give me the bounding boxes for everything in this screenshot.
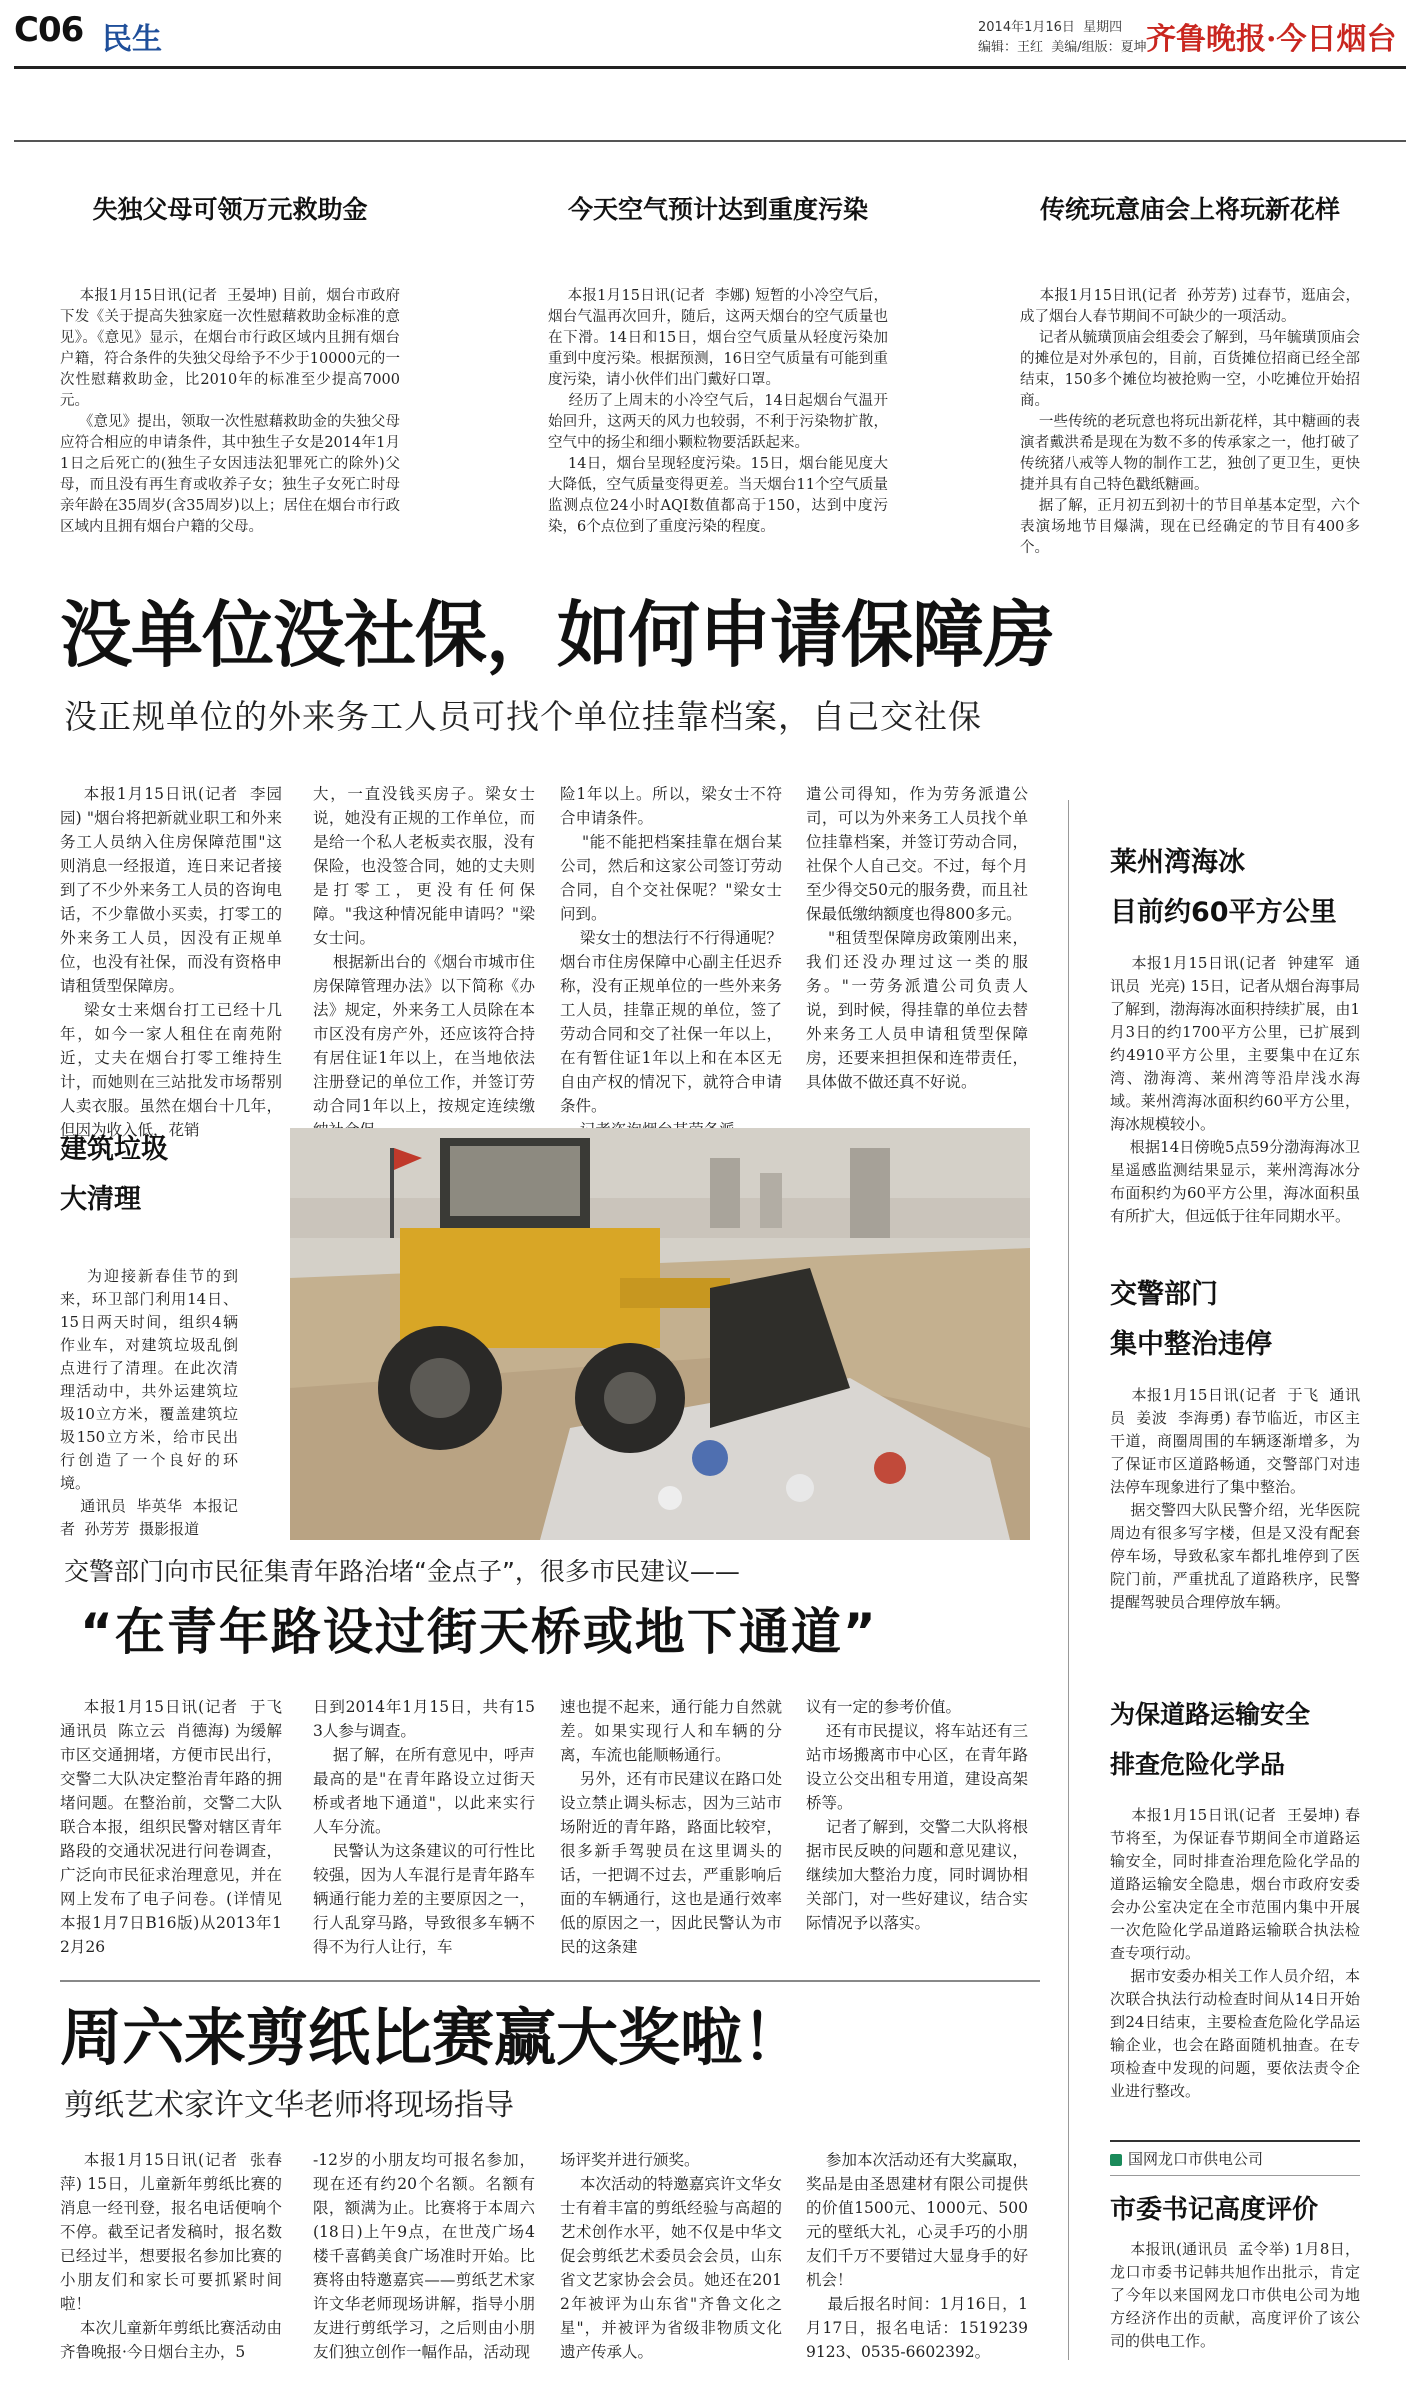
sidebar-story-3-title-line1: 为保道路运输安全: [1110, 1700, 1311, 1729]
top-story-1: [60, 190, 400, 538]
power-company-logo-icon: [1110, 2154, 1122, 2166]
top-story-3-title: 传统玩意庙会上将玩新花样: [1039, 195, 1340, 224]
third-column-1: 本报1月15日讯(记者 张春萍) 15日，儿童新年剪纸比赛的消息一经刊登，报名电话便响个不停。截至记者发稿时，报名数已经过半，想要报名参加比赛的小朋友们和家长可要抓紧时间啦！ 本次儿童新年剪纸比赛活动由齐鲁晚报·今日烟台主办，5: [60, 2151, 282, 2361]
date-line: 2014年1月16日 星期四: [978, 20, 1123, 35]
main-column-1: 本报1月15日讯(记者 李园园) "烟台将把新就业职工和外来务工人员纳入住房保障范围"这则消息一经报道，连日来记者接到了不少外来务工人员的咨询电话，不少靠做小买卖，打零工的外来务工人员，因没有正规单位，也没有社保，而没有资格申请租赁型保障房。 梁女士来烟台打工已经十几年，如今一家人租住在南苑附近，丈夫在烟台打零工维持生计，而她则在三站批发市场帮别人卖衣服。虽然在烟台十几年，但因为收入低，花销: [60, 785, 282, 1139]
main-column-2: 大，一直没钱买房子。梁女士说，她没有正规的工作单位，而是给一个私人老板卖衣服，没有保险，也没签合同，她的丈夫则是打零工，更没有任何保障。"我这种情况能申请吗？"梁女士问。 根据新出台的《烟台市城市住房保障管理办法》以下简称《办法》规定，外来务工人员除在本市区没有房产外，还应该符合持有居住证1年以上，在当地依法注册登记的单位工作，并签订劳动合同1年以上，按规定连续缴: [313, 785, 535, 1115]
section-name: 民生: [102, 22, 162, 57]
column-divider: [1068, 800, 1069, 2360]
sidebar-story-4-title: 市委书记高度评价: [1110, 2195, 1319, 2225]
third-column-2: -12岁的小朋友均可报名参加，现在还有约20个名额。名额有限，额满为止。比赛将于本周六(18日)上午9点，在世茂广场4楼千喜鹤美食广场准时开始。比赛将由特邀嘉宾——剪纸艺术家许文华老师现场讲解，指导小朋友进行剪纸学习，之后则由小朋友们独立创作一幅作品，活动现: [313, 2151, 535, 2361]
page-code: C06: [14, 10, 84, 50]
main-column-3: 险1年以上。所以，梁女士不符合申请条件。 "能不能把档案挂靠在烟台某公司，然后和这家公司签订劳动合同，自个交社保呢？"梁女士问到。 梁女士的想法行不行得通呢？烟台市住房保障中心副主任迟乔称，没有正规单位的一些外来务工人员，挂靠正规的单位，签了劳动合同和交了社保一年以上，在有暂住证1年以上和在本区无自由产权的情况下，就符合申请条件。: [560, 785, 782, 1115]
second-column-2: 日到2014年1月15日，共有153人参与调查。 据了解，在所有意见中，呼声最高的是"在青年路设立过街天桥或者地下通道"，以此来实行人车分流。 民警认为这条建议的可行性比较强，因为人车混行是青年路车辆通行能力差的主要原因之一，行人乱穿马路，导致很多车辆不得不为行人让行，车: [313, 1698, 535, 1956]
second-column-4: 议有一定的参考价值。 还有市民提议，将车站还有三站市场搬离市中心区，在青年路设立公交出租专用道，建设高架桥等。 记者了解到，交警二大队将根据市民反映的问题和意见建议，继续加大整治力度，同时调协相关部门，对一些好建议，结合实际情况予以落实。: [806, 1698, 1028, 1932]
sidebar-story-2-title-line2: 集中整治违停: [1110, 1329, 1272, 1360]
photo-story-title-line2: 大清理: [60, 1184, 141, 1215]
sidebar-ad-label-text: 国网龙口市供电公司: [1128, 2150, 1264, 2168]
section-rule: [14, 140, 1406, 142]
top-story-3: [1020, 190, 1360, 559]
third-column-3: 场评奖并进行颁奖。 本次活动的特邀嘉宾许文华女士有着丰富的剪纸经验与高超的艺术创作水平，她不仅是中华文促会剪纸艺术委员会会员，山东省文艺家协会会员。她还在2012年被评为山东省"齐鲁文化之星"，并被评为省级非物质文化遗产传承人。: [560, 2151, 782, 2361]
photo-story-title-line1: 建筑垃圾: [60, 1134, 168, 1165]
sidebar-story-3-body: 本报1月15日讯(记者 王晏坤) 春节将至，为保证春节期间全市道路运输安全，同时排查治理危险化学品的道路运输安全隐患，烟台市政府安委会办公室决定在全市范围内集中开展一次危险化学品道路运输联合执法检查专项行动。 据市安委办相关工作人员介绍，本次联合执法行动检查时间从14日开始到24日结束，主要检查危险化学品运输企业，也会在路面随机抽查。在专项检查中发现的问题，要依法责令企业进行整改。: [1110, 1806, 1361, 2100]
sidebar-story-2-title-line1: 交警部门: [1110, 1279, 1218, 1310]
sidebar-story-4-body: 本报讯(通讯员 孟令举) 1月8日，龙口市委书记韩共旭作出批示，肯定了今年以来国网龙口市供电公司为地方经济作出的贡献，高度评价了该公司的供电工作。: [1110, 2240, 1360, 2350]
sidebar-story-2-body: 本报1月15日讯(记者 于飞 通讯员 姜波 李海勇) 春节临近，市区主干道，商圈周围的车辆逐渐增多，为了保证市区道路畅通，交警部门对违法停车现象进行了集中整治。 据交警四大队民警介绍，光华医院周边有很多写字楼，但是又没有配套停车场，导致私家车都扎堆停到了医院门前，严重扰乱了道路秩序，民警提醒驾驶员合理停放车辆。: [1110, 1386, 1360, 1611]
editors-line: 编辑：王红 美编/组版：夏坤: [978, 40, 1147, 55]
brand-logo: 齐鲁晚报·今日烟台: [1146, 22, 1397, 57]
third-subhead: 剪纸艺术家许文华老师将现场指导: [64, 2088, 514, 2123]
main-subhead: 没正规单位的外来务工人员可找个单位挂靠档案，自己交社保: [64, 697, 982, 736]
main-column-4: 遣公司得知，作为劳务派遣公司，可以为外来务工人员找个单位挂靠档案，并签订劳动合同，社保个人自己交。不过，每个月至少得交50元的服务费，而且社保最低缴纳额度也得800多元。 "租赁型保障房政策刚出来，我们还没办理过这一类的服务。"一劳务派遣公司负责人说，到时候，得挂靠的单位去替外来务工人员申请租赁型保障房，还要来担担保和连带责任，具体做不做还真不好说。: [806, 785, 1028, 1091]
top-story-2-title: 今天空气预计达到重度污染: [567, 195, 868, 224]
top-story-3-body: 本报1月15日讯(记者 孙芳芳) 过春节，逛庙会，成了烟台人春节期间不可缺少的一项活动。 记者从毓璜顶庙会组委会了解到，马年毓璜顶庙会的摊位是对外承包的，目前，百货摊位招商已经全部结束，150多个摊位均被抢购一空，小吃摊位开始招商。 一些传统的老玩意也将玩出新花样，其中糖画的表演者戴洪希是现在为数不多的传承家之一，他打破了传统猪八戒等人物的制作工艺，独创了更卫生，更快捷并具有自己特色戳纸糖画。 据了解，正月初五到初十的节目单基本定型，六个表演场地节目爆满，现在已经确定的节目有400多个。: [1020, 288, 1361, 556]
story-divider: [60, 1980, 1040, 1982]
sidebar-ad-label: [1110, 2140, 1360, 2176]
masthead: [0, 0, 1417, 68]
photo-story-caption: 为迎接新春佳节的到来，环卫部门利用14日、15日两天时间，组织4辆作业车，对建筑垃圾乱倒点进行了清理。在此次清理活动中，共外运建筑垃圾10立方米，覆盖建筑垃圾150立方米，给市民出行创造了一个良好的环境。 通讯员 毕英华 本报记者 孙芳芳 摄影报道: [60, 1267, 239, 1538]
sidebar-story-1-body: 本报1月15日讯(记者 钟建军 通讯员 光亮) 15日，记者从烟台海事局了解到，渤海海冰面积持续扩展，由1月3日的约1700平方公里，已扩展到约4910平方公里，主要集中在辽东湾、渤海湾、莱州湾等沿岸浅水海域。莱州湾海冰面积约60平方公里，海冰规模较小。 根据14日傍晚5点59分渤海海冰卫星遥感监测结果显示，莱州湾海冰分布面积约为60平方公里，海冰面积虽有所扩大，但远低于往年同期水平。: [1110, 954, 1361, 1225]
top-story-2-body: 本报1月15日讯(记者 李娜) 短暂的小冷空气后，烟台气温再次回升，随后，这两天烟台的空气质量也在下滑。14日和15日，烟台空气质量从轻度污染加重到中度污染。根据预测，16日空气质量有可能到重度污染，请小伙伴们出门戴好口罩。 经历了上周末的小冷空气后，14日起烟台气温开始回升，这两天的风力也较弱，不利于污染物扩散，空气中的扬尘和细小颗粒物要活跃起来。 14日，烟台呈现轻度污染。15日，烟台能见度大大降低，空气质量变得更差。当天烟台11个空气质量监测点位24小时AQI数值都高于150，达到中度污染，6个点位到了重度污染的程度。: [548, 288, 888, 535]
sidebar-ad-block: [1110, 2140, 1360, 2388]
second-column-1: 本报1月15日讯(记者 于飞 通讯员 陈立云 肖德海) 为缓解市区交通拥堵，方便市民出行，交警二大队决定整治青年路的拥堵问题。在整治前，交警二大队联合本报，组织民警对辖区青年路段的交通状况进行问卷调查，广泛向市民征求治理意见，并在网上发布了电子问卷。(详情见本报1月7日B16版)从2013年12月26: [60, 1698, 292, 1956]
second-kicker: 交警部门向市民征集青年路治堵“金点子”，很多市民建议——: [64, 1557, 740, 1586]
top-story-2: [548, 190, 888, 538]
sidebar-story-3-title-line2: 排查危险化学品: [1110, 1750, 1286, 1779]
sidebar-story-3: [1110, 1690, 1360, 2103]
loader-illustration: [290, 1128, 1030, 1540]
sidebar-story-1: [1110, 838, 1360, 1228]
sidebar-story-1-title-line1: 莱州湾海冰: [1110, 847, 1245, 878]
second-headline: “在青年路设过街天桥或地下通道”: [80, 1603, 878, 1661]
sidebar-story-1-title-line2: 目前约60平方公里: [1110, 897, 1337, 928]
main-headline: 没单位没社保，如何申请保障房: [60, 593, 1055, 677]
masthead-rule: [14, 66, 1406, 69]
loader-photo: [290, 1128, 1030, 1540]
top-story-1-title: 失独父母可领万元救助金: [92, 195, 368, 224]
top-story-1-body: 本报1月15日讯(记者 王晏坤) 目前，烟台市政府下发《关于提高失独家庭一次性慰藉救助金标准的意见》。《意见》显示，在烟台市行政区域内且拥有烟台户籍，符合条件的失独父母给予不少于10000元的一次性慰藉救助金，比2010年的标准至少提高7000元。 《意见》提出，领取一次性慰藉救助金的失独父母应符合相应的申请条件，其中独生子女是2014年1月1日之后死亡的(独生子女因违法犯罪死亡的除外)父母，而且没有再生育或收养子女；独生子女死亡时母亲年龄在35周岁(含35周岁)以上；居住在烟台市行政区域内且拥有烟台户籍的父母。: [60, 288, 401, 535]
photo-story-title: [60, 1125, 260, 1225]
second-column-3: 速也提不起来，通行能力自然就差。如果实现行人和车辆的分离，车流也能顺畅通行。 另外，还有市民建议在路口处设立禁止调头标志，因为三站市场附近的青年路，路面比较窄，很多新手驾驶员在这里调头的话，一把调不过去，严重影响后面的车辆通行，这也是通行效率低的原因之一，因此民警认为市民的这条建: [560, 1698, 782, 1956]
third-headline: 周六来剪纸比赛赢大奖啦！: [60, 2001, 805, 2074]
third-column-4: 参加本次活动还有大奖赢取，奖品是由圣恩建材有限公司提供的价值1500元、1000元、500元的壁纸大礼，心灵手巧的小朋友们千万不要错过大显身手的好机会！ 最后报名时间：1月16日，1月17日，报名电话：15192399123、0535-6602392。: [806, 2151, 1028, 2361]
sidebar-story-2: [1110, 1270, 1360, 1614]
